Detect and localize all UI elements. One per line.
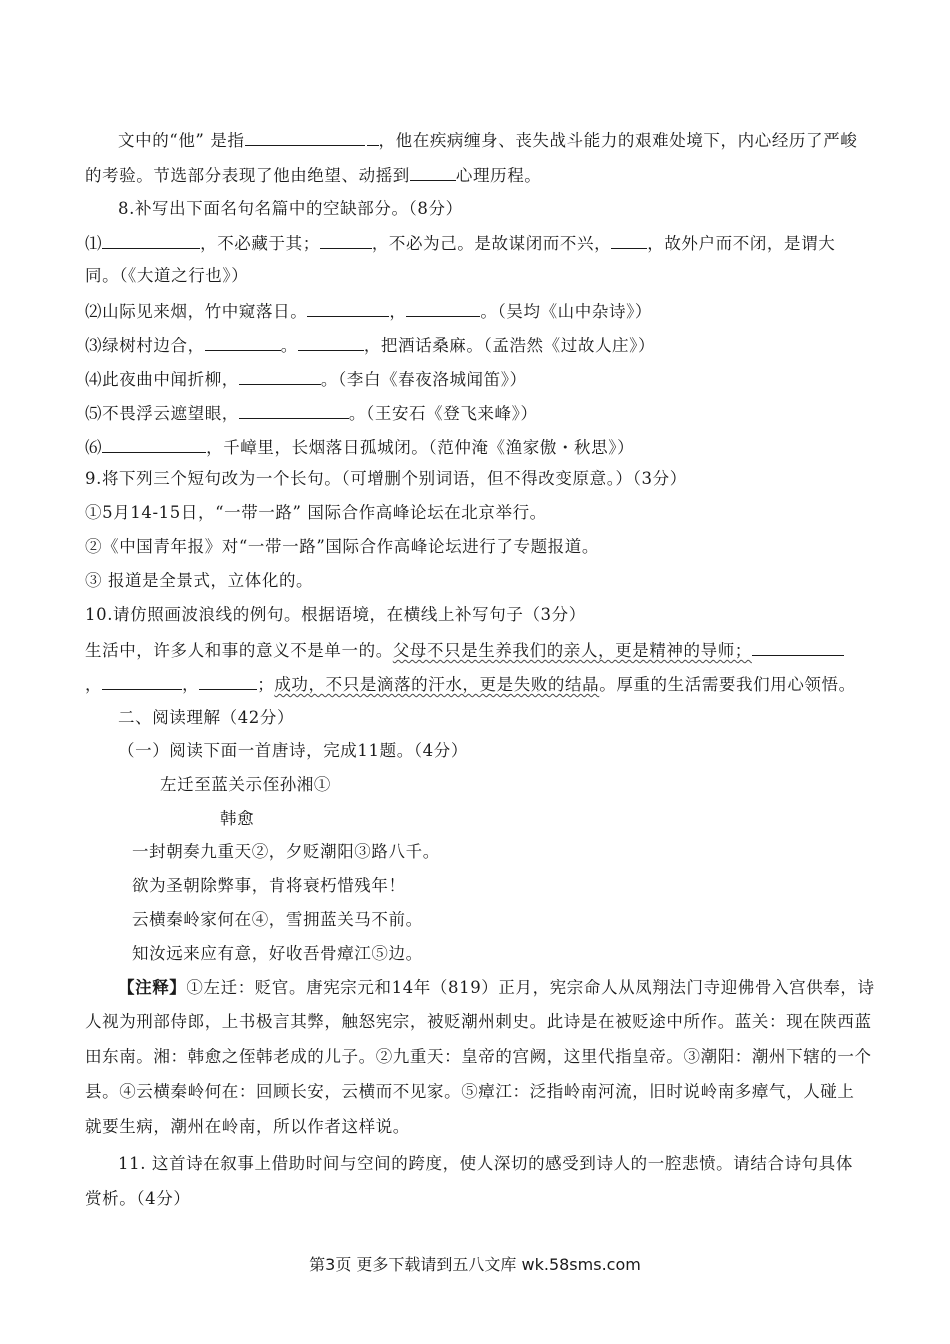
note-line-3: 田东南。湘：韩愈之侄韩老成的儿子。②九重天：皇帝的宫阙，这里代指皇帝。③潮阳：潮州下辖的一个 <box>85 1047 872 1066</box>
answer-blank[interactable] <box>298 332 364 351</box>
answer-blank[interactable] <box>611 230 647 249</box>
poem-line: 欲为圣朝除弊事，肯将衰朽惜残年！ <box>132 876 406 895</box>
q8-item-5: ⑸不畏浮云遮望眼， 。（王安石《登飞来峰》） <box>85 400 860 426</box>
answer-blank[interactable] <box>239 400 349 419</box>
poem-title: 左迁至蓝关示侄孙湘① <box>160 775 331 794</box>
page-footer: 第3页 更多下载请到五八文库 wk.58sms.com <box>309 1255 641 1274</box>
q10-line-2: ， ， ；成功，不只是滴落的汗水，更是失败的结晶。厚重的生活需要我们用心领悟。 <box>85 671 860 697</box>
q8-item-1: ⑴ ，不必藏于其； ，不必为己。是故谋闭而不兴， ，故外户而不闭，是谓大 <box>85 230 860 256</box>
answer-blank[interactable] <box>406 298 480 317</box>
q8-item-4: ⑷此夜曲中闻折柳， 。（李白《春夜洛城闻笛》） <box>85 366 860 392</box>
q9-title: 9.将下列三个短句改为一个长句。（可增删个别词语，但不得改变原意。）（3分） <box>85 469 687 488</box>
q9-sentence-2: ②《中国青年报》对“一带一路”国际合作高峰论坛进行了专题报道。 <box>85 537 599 556</box>
answer-blank[interactable] <box>367 127 379 146</box>
answer-blank[interactable] <box>245 127 365 146</box>
intro-line-2: 的考验。节选部分表现了他由绝望、动摇到 心理历程。 <box>85 162 860 188</box>
q9-sentence-3: ③ 报道是全景式，立体化的。 <box>85 571 314 590</box>
answer-blank[interactable] <box>320 230 372 249</box>
q8-item-2: ⑵山际见来烟，竹中窥落日。 ， 。（吴均《山中杂诗》） <box>85 298 860 324</box>
wavy-example-2: 成功，不只是滴落的汗水，更是失败的结晶 <box>274 675 600 694</box>
q8-item-1-cont: 同。（《大道之行也》） <box>85 266 249 285</box>
section-2-sub-1: （一）阅读下面一首唐诗，完成11题。（4分） <box>118 741 468 760</box>
q9-sentence-1: ①5月14-15日，“一带一路” 国际合作高峰论坛在北京举行。 <box>85 503 547 522</box>
poem-line: 知汝远来应有意，好收吾骨瘴江⑤边。 <box>132 944 423 963</box>
q11-line-2: 赏析。（4分） <box>85 1189 191 1208</box>
answer-blank[interactable] <box>307 298 389 317</box>
note-line-1: 【注释】①左迁：贬官。唐宪宗元和14年（819）正月，宪宗命人从凤翔法门寺迎佛骨入宫供奉，诗 <box>118 978 875 997</box>
answer-blank[interactable] <box>752 637 844 656</box>
answer-blank[interactable] <box>199 671 257 690</box>
section-2-title: 二、阅读理解（42分） <box>118 708 295 727</box>
answer-blank[interactable] <box>239 366 321 385</box>
note-line-5: 就要生病，潮州在岭南，所以作者这样说。 <box>85 1117 410 1136</box>
q11-line-1: 11. 这首诗在叙事上借助时间与空间的跨度，使人深切的感受到诗人的一腔悲愤。请结合诗句具体 <box>118 1154 853 1173</box>
q8-title: 8.补写出下面名句名篇中的空缺部分。（8分） <box>118 199 463 218</box>
note-label: 【注释】 <box>118 978 187 997</box>
poem-author: 韩愈 <box>220 809 255 828</box>
answer-blank[interactable] <box>102 671 182 690</box>
intro-line-1: 文中的“他” 是指 ，他在疾病缠身、丧失战斗能力的艰难处境下，内心经历了严峻 <box>118 127 860 153</box>
q10-title: 10.请仿照画波浪线的例句。根据语境，在横线上补写句子（3分） <box>85 605 586 624</box>
answer-blank[interactable] <box>102 230 200 249</box>
wavy-example-1: 父母不只是生养我们的亲人，更是精神的导师； <box>392 641 752 660</box>
q8-item-3: ⑶绿树村边合， 。 ，把酒话桑麻。（孟浩然《过故人庄》） <box>85 332 860 358</box>
poem-line: 一封朝奏九重天②，夕贬潮阳③路八千。 <box>132 842 440 861</box>
answer-blank[interactable] <box>410 162 456 181</box>
q10-line-1: 生活中，许多人和事的意义不是单一的。父母不只是生养我们的亲人，更是精神的导师； <box>85 637 860 663</box>
note-line-2: 人视为刑部侍郎，上书极言其弊，触怒宪宗，被贬潮州刺史。此诗是在被贬途中所作。蓝关：现在陕西蓝 <box>85 1012 872 1031</box>
note-line-4: 县。④云横秦岭何在：回顾长安，云横而不见家。⑤瘴江：泛指岭南河流，旧时说岭南多瘴气，人碰上 <box>85 1082 855 1101</box>
answer-blank[interactable] <box>205 332 281 351</box>
answer-blank[interactable] <box>102 434 206 453</box>
poem-line: 云横秦岭家何在④，雪拥蓝关马不前。 <box>132 910 423 929</box>
q8-item-6: ⑹ ，千嶂里，长烟落日孤城闭。（范仲淹《渔家傲・秋思》） <box>85 434 860 460</box>
